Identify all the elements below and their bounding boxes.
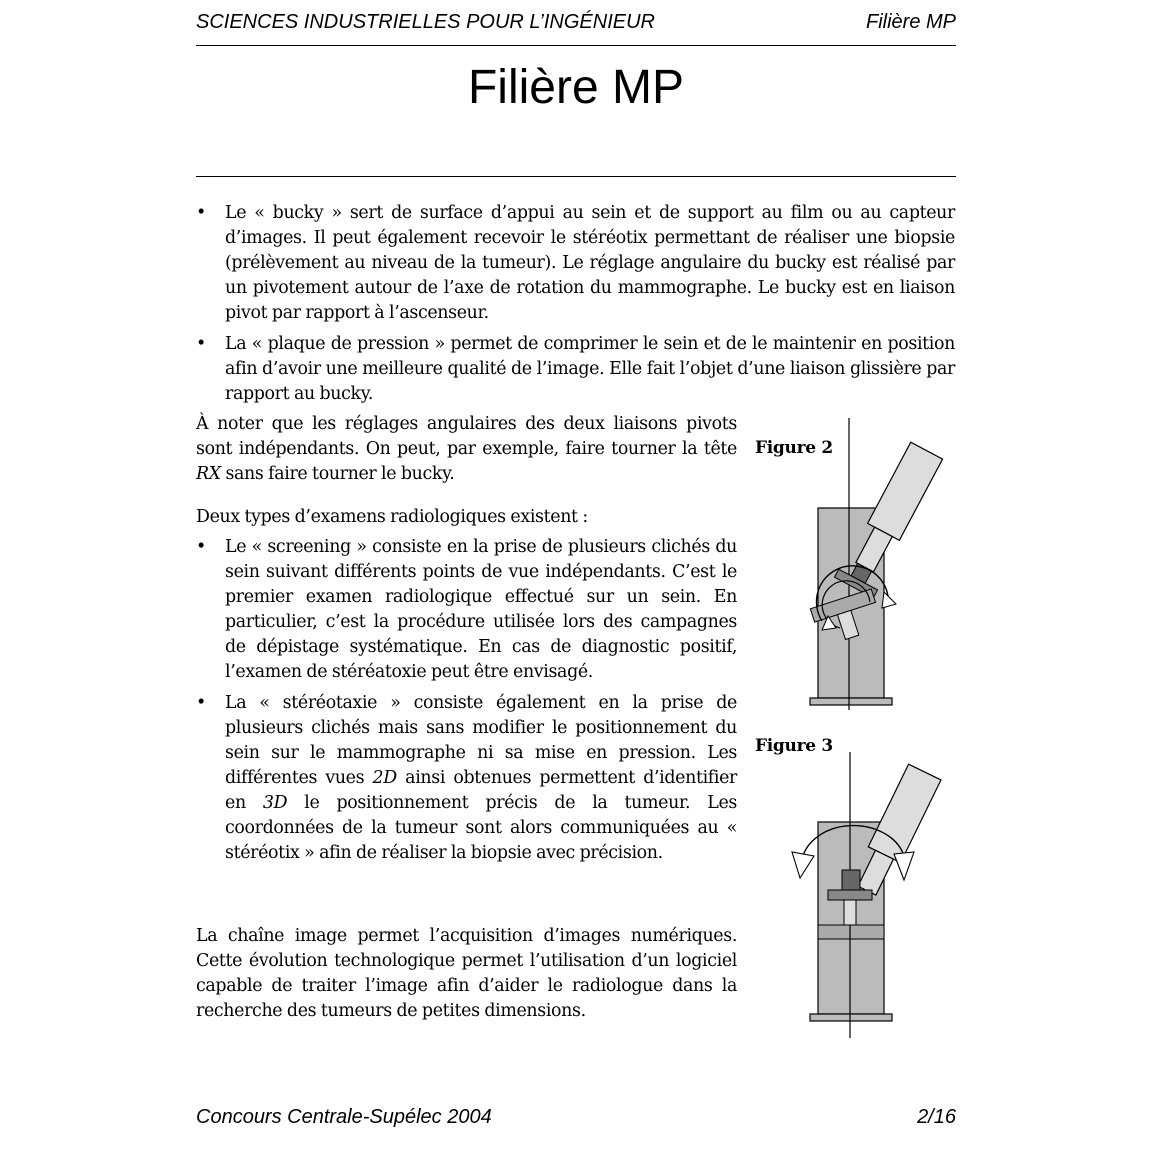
header-subject: SCIENCES INDUSTRIELLES POUR L’INGÉNIEUR: [196, 11, 655, 33]
page-title: Filière MP: [467, 61, 685, 114]
column-base: [810, 698, 892, 705]
list-item-text: Le « bucky » sert de surface d’appui au sein et de support au film ou au capteur d’images. Il peut également recevoir le stéréotix permettant de réaliser une biopsie (prélèvement au niveau de la tumeur). Le réglage angulaire du bucky est réalisé par un pivotement autour de l’axe de rotation du mammographe. Le bucky est en liaison pivot par rapport à l’ascenseur.: [225, 203, 955, 323]
rx-tube: [868, 442, 943, 540]
list-item-screening: [196, 535, 737, 685]
column-base: [810, 1014, 892, 1021]
component-list: [196, 201, 955, 407]
bullet-icon: •: [196, 693, 206, 713]
figure-3-label: Figure 3: [755, 736, 833, 756]
figure-2-label: Figure 2: [755, 438, 833, 458]
math-3d: 3D: [262, 793, 288, 813]
footer-contest: Concours Centrale-Supélec 2004: [196, 1106, 492, 1128]
header-rule: [196, 45, 956, 46]
arrow-head-left-icon: [792, 852, 814, 878]
figure-2-mammograph-drawing: [800, 416, 950, 712]
list-item-bucky: [196, 201, 955, 326]
list-item-text: La « stéréotaxie » consiste également en la prise de plusieurs clichés mais sans modifier le positionnement du sein sur le mammographe ni sa mise en pression. Les différentes vues 2D ainsi obtenues permettent d’identifier en 3D le positionnement précis de la tumeur. Les coordonnées de la tumeur sont alors communiquées au « stéréotix » afin de réaliser la biopsie avec précision.: [225, 693, 738, 863]
exam-list: [196, 535, 737, 866]
rx-tube: [868, 764, 941, 862]
page-number: 2/16: [917, 1106, 956, 1128]
arrow-head-icon: [882, 592, 896, 608]
figure-3-mammograph-drawing: [780, 752, 950, 1042]
bucky-bar: [818, 925, 884, 939]
exam-types-intro: Deux types d’examens radiologiques existent :: [196, 507, 588, 527]
bullet-icon: •: [196, 537, 206, 557]
title-rule: [196, 176, 956, 177]
plate-guide: [844, 900, 856, 925]
list-item-text: Le « screening » consiste en la prise de plusieurs clichés du sein suivant différents points de vue indépendants. C’est le premier examen radiologique effectué sur un sein. En particulier, c’est la procédure utilisée lors des campagnes de dépistage systématique. En cas de diagnostic positif, l’examen de stéréatoxie peut être envisagé.: [225, 537, 737, 682]
list-item-text: La « plaque de pression » permet de comprimer le sein et de le maintenir en position afin d’avoir une meilleure qualité de l’image. Elle fait l’objet d’une liaison glissière par rapport au bucky.: [225, 334, 955, 404]
bullet-icon: •: [196, 203, 206, 223]
note-paragraph: À noter que les réglages angulaires des deux liaisons pivots sont indépendants. On peut, par exemple, faire tourner la tête RX sans faire tourner le bucky.: [196, 414, 737, 484]
pressure-plate: [828, 890, 872, 900]
math-2d: 2D: [372, 768, 397, 788]
math-rx: RX: [196, 464, 221, 484]
compression-holder: [842, 870, 860, 890]
bullet-icon: •: [196, 334, 206, 354]
header-track: Filière MP: [865, 11, 956, 33]
arrow-head-right-icon: [894, 852, 914, 880]
list-item-stereotaxie: [196, 691, 737, 866]
image-chain-paragraph: La chaîne image permet l’acquisition d’images numériques. Cette évolution technologique permet l’utilisation d’un logiciel capable de traiter l’image afin d’aider le radiologue dans la recherche des tumeurs de petites dimensions.: [196, 926, 737, 1021]
list-item-pressure-plate: [196, 332, 955, 407]
